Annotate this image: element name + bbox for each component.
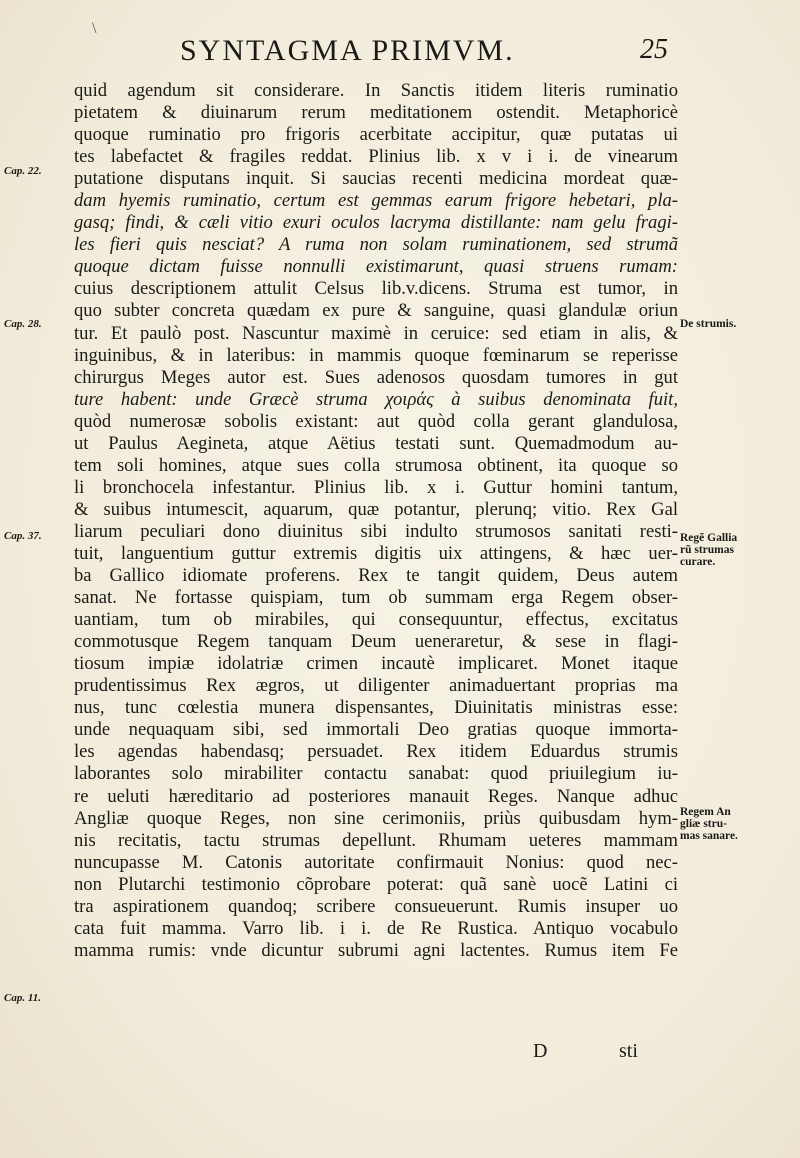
text-line: tuit, languentium guttur extremis digitis uix attingens, & hæc uer- bbox=[74, 542, 678, 564]
text-line: uantiam, tum ob mirabiles, qui consequuntur, effectus, excitatus bbox=[74, 609, 678, 631]
text-line: nus, tunc cœlestia munera dispensantes, Diuinitatis ministras esse: bbox=[74, 697, 678, 719]
margin-note-cap37: Cap. 37. bbox=[4, 530, 42, 542]
margin-note-cap28: Cap. 28. bbox=[4, 318, 42, 330]
body-text bbox=[74, 80, 678, 1028]
text-line: quoque ruminatio pro frigoris acerbitate accipitur, quæ putatas ui bbox=[74, 124, 678, 146]
catchword: sti bbox=[619, 1040, 638, 1062]
text-line: liarum peculiari dono diuinitus sibi indulto strumosos sanitati resti- bbox=[74, 520, 678, 542]
text-line: ut Paulus Aegineta, atque Aëtius testati sunt. Quemadmodum au- bbox=[74, 432, 678, 454]
text-line: quo subter concreta quædam ex pure & sanguine, quasi glandulæ oriun bbox=[74, 300, 678, 322]
text-line bbox=[74, 1006, 678, 1028]
text-line: pietatem & diuinarum rerum meditationem ostendit. Metaphoricè bbox=[74, 102, 678, 124]
text-line: mamma rumis: vnde dicuntur subrumi agni lactentes. Rumus item Fe bbox=[74, 939, 678, 961]
margin-note-cap11: Cap. 11. bbox=[4, 992, 41, 1004]
margin-gloss-regem-angliae: Regem An gliæ stru- mas sanare. bbox=[680, 806, 738, 842]
text-line: gasq; findi, & cæli vitio exuri oculos lacryma distillante: nam gelu fragi- bbox=[74, 212, 678, 234]
text-line: quoque dictam fuisse nonnulli existimarunt, quasi struens rumam: bbox=[74, 256, 678, 278]
text-line: ture habent: unde Græcè struma χοιράς à suibus denominata fuit, bbox=[74, 388, 678, 410]
text-line: non Plutarchi testimonio cõprobare poterat: quã sanè uocẽ Latini ci bbox=[74, 873, 678, 895]
text-line bbox=[74, 984, 678, 1006]
text-line: tiosum impiæ idolatriæ crimen incautè implicaret. Monet itaque bbox=[74, 653, 678, 675]
text-line: cata fuit mamma. Varro lib. i i. de Re Rustica. Antiquo vocabulo bbox=[74, 917, 678, 939]
text-line: inguinibus, & in lateribus: in mammis quoque fœminarum se reperisse bbox=[74, 344, 678, 366]
text-line: sanat. Ne fortasse quispiam, tum ob summam erga Regem obser- bbox=[74, 587, 678, 609]
text-line: putatione disputans inquit. Si saucias recenti medicina mordeat quæ- bbox=[74, 168, 678, 190]
text-line: dam hyemis ruminatio, certum est gemmas earum frigore hebetari, pla- bbox=[74, 190, 678, 212]
text-line: unde nequaquam sibi, sed immortali Deo gratias quoque immorta- bbox=[74, 719, 678, 741]
text-line: li bronchocela infestantur. Plinius lib. x i. Guttur homini tantum, bbox=[74, 476, 678, 498]
text-line: quòd numerosæ sobolis existant: aut quòd colla gerant glandulosa, bbox=[74, 410, 678, 432]
text-line: tra aspirationem quandoq; scribere consueuerunt. Rumis insuper uo bbox=[74, 895, 678, 917]
text-line: commotusque Regem tanquam Deum ueneraretur, & sese in flagi- bbox=[74, 631, 678, 653]
text-line: chirurgus Meges autor est. Sues adenosos quosdam tumores in gut bbox=[74, 366, 678, 388]
text-line: laborantes solo mirabiliter contactu sanabat: quod priuilegium iu- bbox=[74, 763, 678, 785]
text-line: re ueluti hæreditario ad posteriores manauit Reges. Nanque adhuc bbox=[74, 785, 678, 807]
text-line: Angliæ quoque Reges, non sine cerimoniis, priùs quibusdam hym- bbox=[74, 807, 678, 829]
margin-gloss-rege-gallia: Regẽ Gallia rũ strumas curare. bbox=[680, 532, 738, 568]
running-head: SYNTAGMA PRIMVM. bbox=[180, 34, 515, 67]
text-line: prudentissimus Rex ægros, ut diligenter animaduertant proprias ma bbox=[74, 675, 678, 697]
margin-note-cap22: Cap. 22. bbox=[4, 165, 42, 177]
text-line: ba Gallico idiomate proferens. Rex te tangit quidem, Deus autem bbox=[74, 565, 678, 587]
text-line: les fieri quis nesciat? A ruma non solam ruminationem, sed strumã bbox=[74, 234, 678, 256]
text-line: quid agendum sit considerare. In Sanctis itidem literis ruminatio bbox=[74, 80, 678, 101]
text-line: tem soli homines, atque sues colla strumosa obtinent, ita quoque so bbox=[74, 454, 678, 476]
signature-mark: D bbox=[533, 1040, 548, 1062]
page-number: 25 bbox=[640, 34, 668, 65]
text-line: tes labefactet & fragiles reddat. Plinius lib. x v i i. de vinearum bbox=[74, 146, 678, 168]
margin-gloss-strumis: De strumis. bbox=[680, 318, 737, 330]
text-line: nuncupasse M. Catonis autoritate confirmauit Nonius: quod nec- bbox=[74, 851, 678, 873]
text-line: tur. Et paulò post. Nascuntur maximè in ceruice: sed etiam in alis, & bbox=[74, 322, 678, 344]
text-line: & suibus intumescit, aquarum, quæ potantur, plerunq; vitio. Rex Gal bbox=[74, 498, 678, 520]
text-line: les agendas habendasq; persuadet. Rex itidem Eduardus strumis bbox=[74, 741, 678, 763]
text-line: cuius descriptionem attulit Celsus lib.v.dicens. Struma est tumor, in bbox=[74, 278, 678, 300]
text-line: nis recitatis, tactu strumas depellunt. Rhumam ueteres mammam bbox=[74, 829, 678, 851]
text-line bbox=[74, 962, 678, 984]
page-mark: \ bbox=[92, 20, 97, 37]
